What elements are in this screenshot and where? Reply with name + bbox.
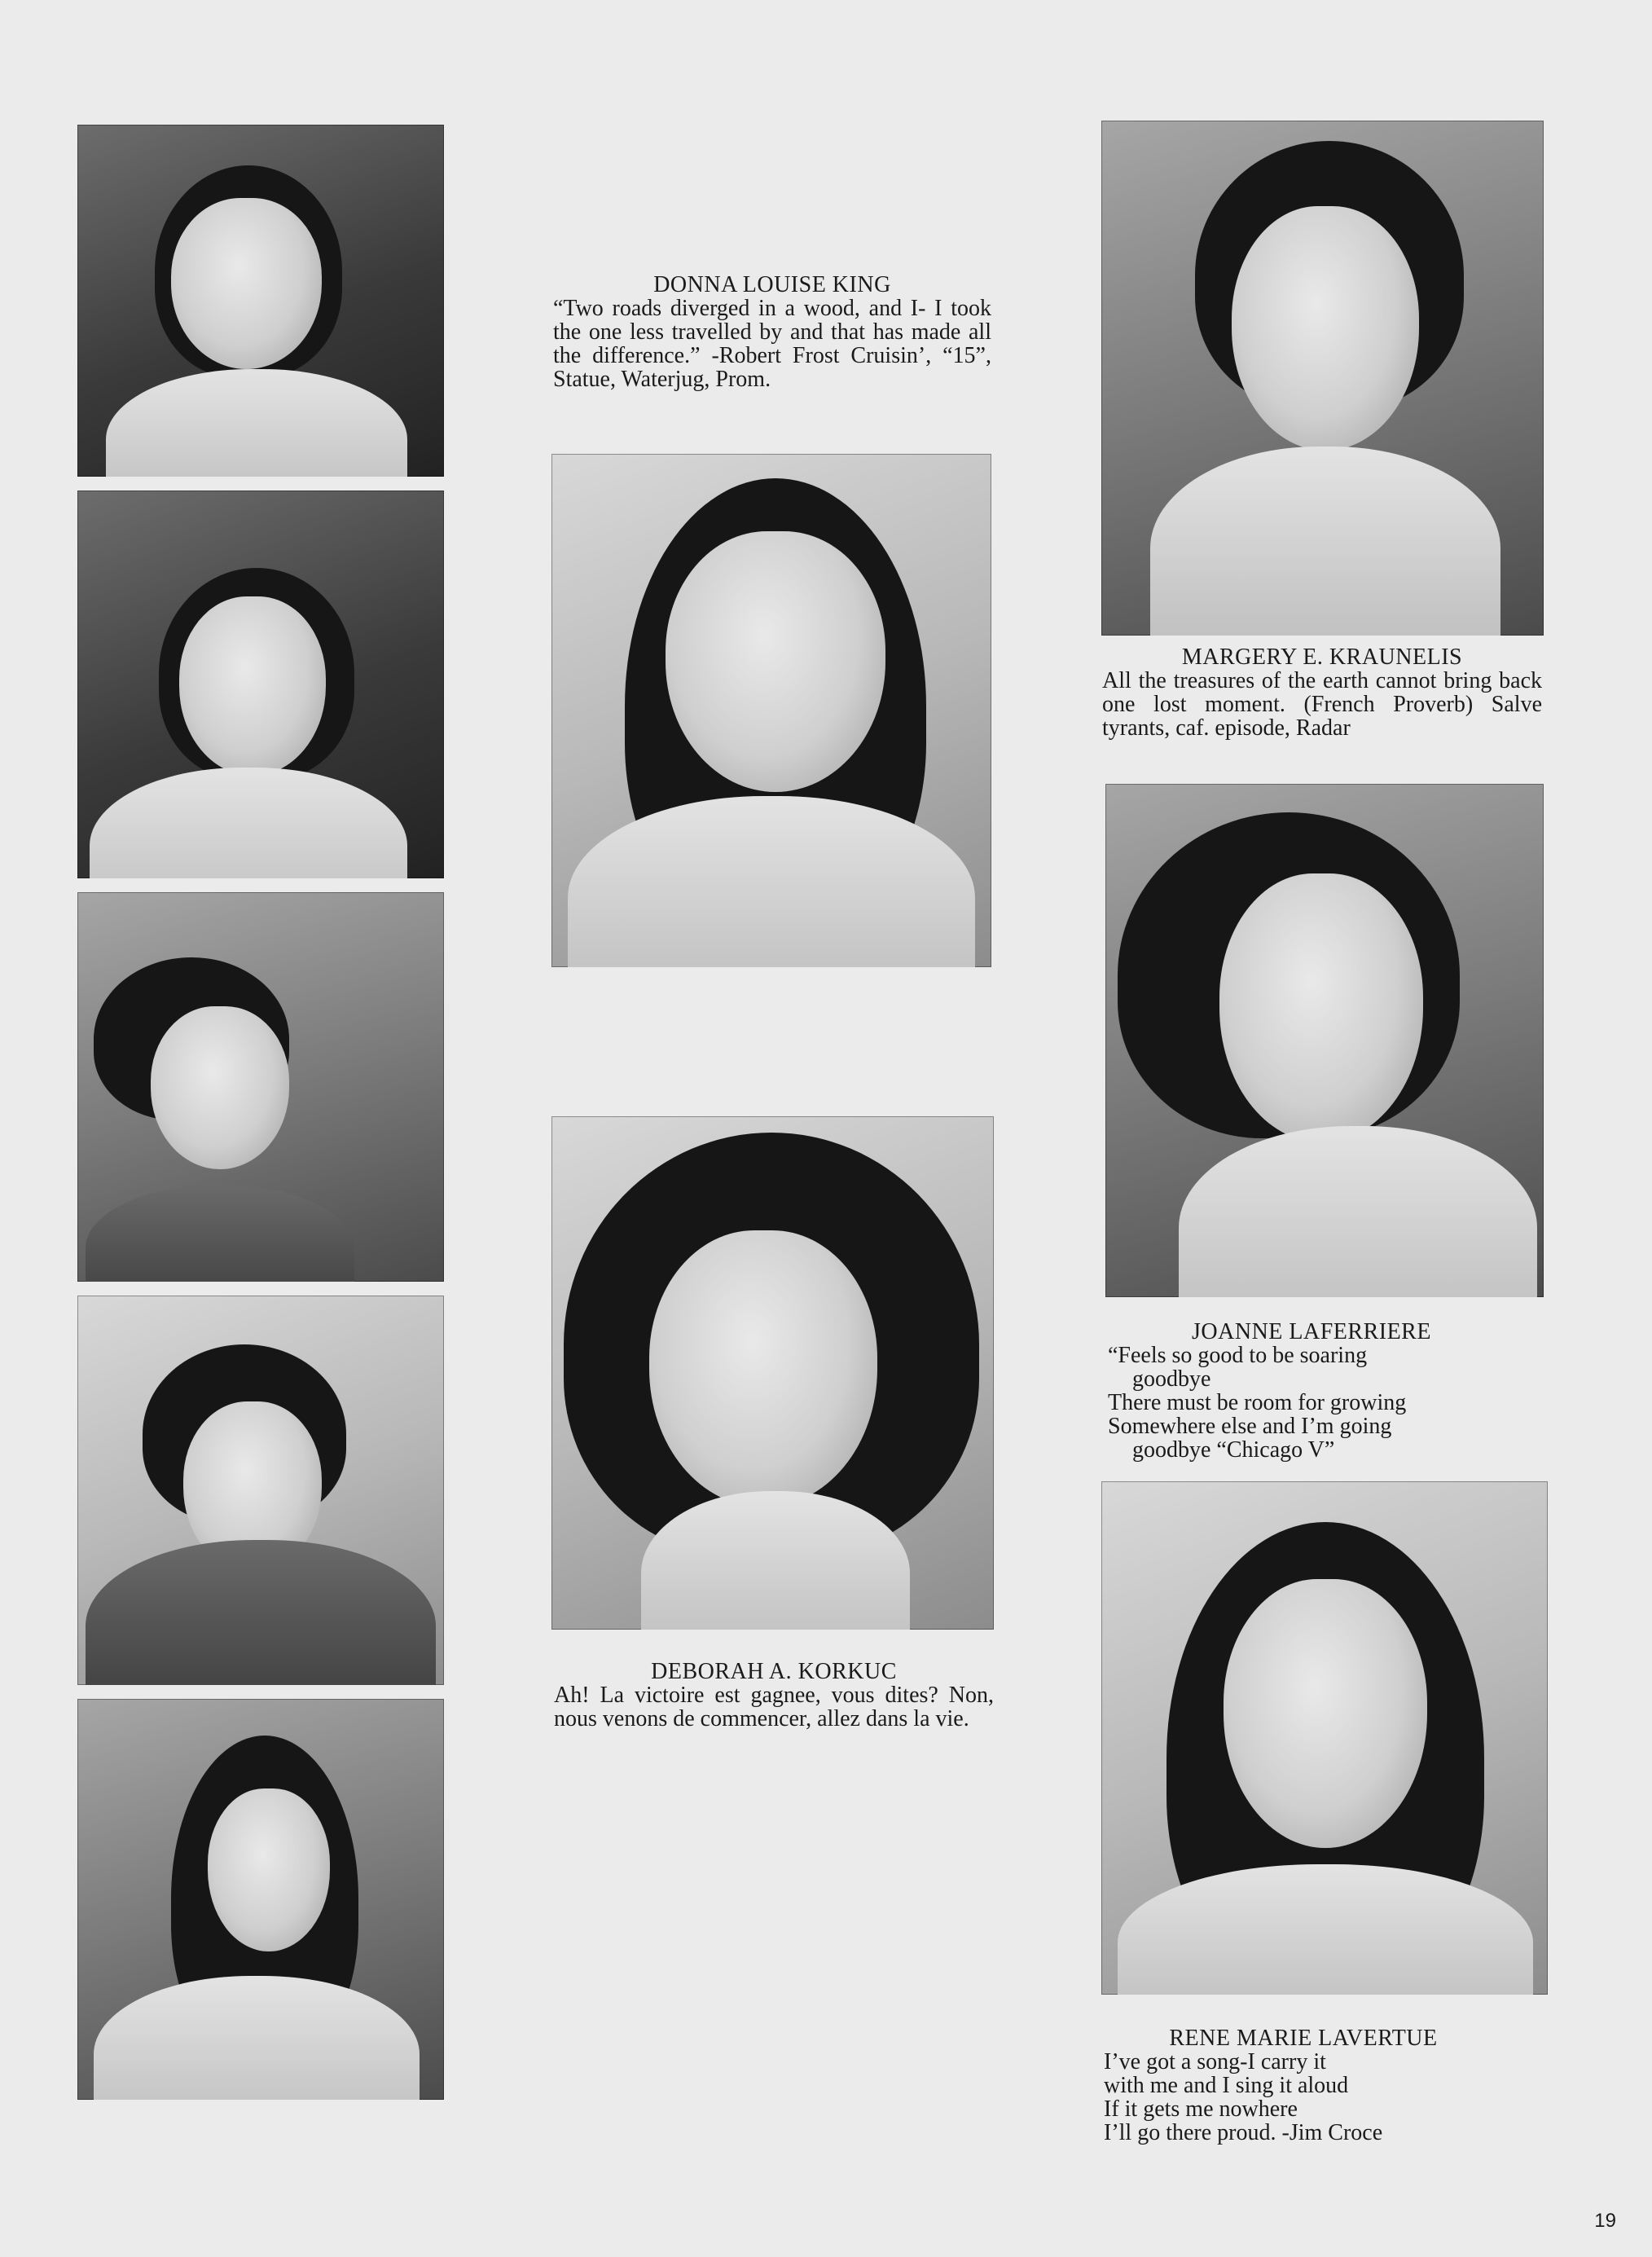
caption-laferriere [1108, 1320, 1515, 1462]
page-number: 19 [1594, 2210, 1616, 2232]
quote-line: goodbye [1132, 1366, 1211, 1392]
caption-korkuc [554, 1660, 994, 1731]
quote-line: If it gets me nowhere [1104, 2096, 1298, 2122]
candid-photo-2 [77, 491, 444, 878]
caption-lavertue [1104, 2026, 1503, 2145]
student-name: MARGERY E. KRAUNELIS [1181, 645, 1463, 670]
caption-kraunelis [1102, 645, 1542, 740]
portrait-korkuc [551, 1116, 994, 1630]
quote-line: with me and I sing it aloud [1104, 2073, 1349, 2098]
student-quote: “Two roads diverged in a wood, and I- I took the one less travelled by and that has made all the difference.” -Robert Frost Cruisin’, “15”, Statue, Waterjug, Prom. [553, 296, 991, 392]
candid-photo-4 [77, 1296, 444, 1685]
portrait-lavertue [1101, 1481, 1548, 1995]
quote-line: “Feels so good to be soaring [1108, 1343, 1368, 1368]
portrait-laferriere [1105, 784, 1544, 1297]
student-name: JOANNE LAFERRIERE [1192, 1319, 1431, 1344]
student-name: DONNA LOUISE KING [653, 272, 891, 297]
student-name: DEBORAH A. KORKUC [651, 1659, 897, 1684]
quote-line: Somewhere else and I’m going [1108, 1414, 1392, 1439]
candid-photo-1 [77, 125, 444, 477]
candid-photo-5 [77, 1699, 444, 2100]
student-quote: All the treasures of the earth cannot bring back one lost moment. (French Proverb) Salve tyrants, caf. episode, Radar [1102, 668, 1542, 741]
quote-line: goodbye “Chicago V” [1132, 1437, 1335, 1463]
student-name: RENE MARIE LAVERTUE [1169, 2026, 1438, 2051]
caption-king [553, 273, 991, 391]
quote-line: I’ll go there proud. -Jim Croce [1104, 2120, 1383, 2145]
portrait-kraunelis [1101, 121, 1544, 636]
quote-line: I’ve got a song-I carry it [1104, 2049, 1326, 2074]
portrait-king [551, 454, 991, 967]
candid-photo-3 [77, 892, 444, 1282]
student-quote: Ah! La victoire est gagnee, vous dites? Non, nous venons de commencer, allez dans la vie. [554, 1683, 994, 1731]
quote-line: There must be room for growing [1108, 1390, 1407, 1415]
